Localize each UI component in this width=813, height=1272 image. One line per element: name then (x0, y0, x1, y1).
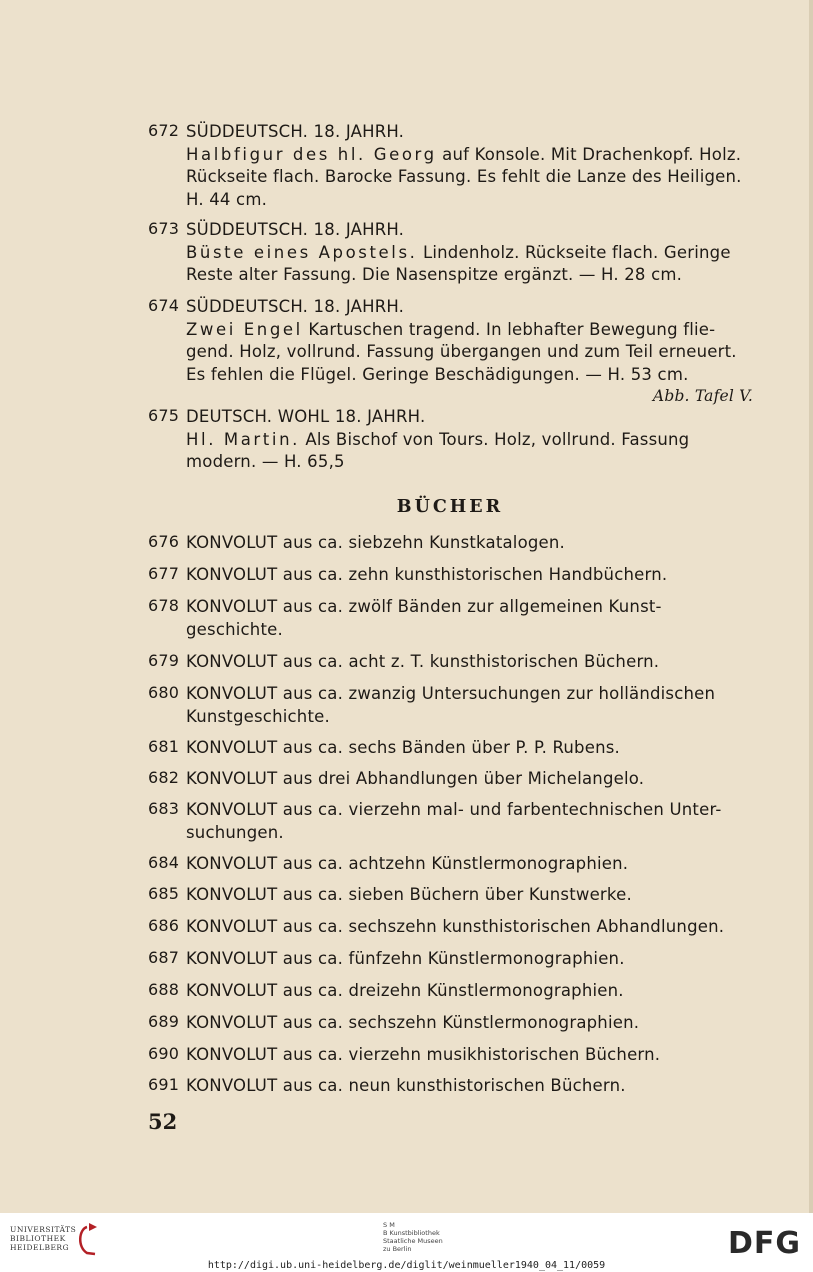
entry-number: 675 (148, 406, 180, 425)
entry-description: Zwei Engel Kartuschen tragend. In lebhafter Bewegung flie- (186, 319, 716, 339)
book-entry (148, 1044, 753, 1067)
entry-text: KONVOLUT aus ca. dreizehn Künstlermonographien. (186, 981, 624, 1000)
entry-heading: DEUTSCH. WOHL 18. JAHRH. (186, 407, 426, 426)
entry-heading: SÜDDEUTSCH. 18. JAHRH. (186, 122, 405, 141)
book-entry (148, 737, 753, 760)
entry-number: 673 (148, 219, 180, 238)
entry-number: 672 (148, 121, 180, 140)
book-entry (148, 948, 753, 971)
catalog-entry-673 (148, 219, 753, 287)
book-entry (148, 683, 753, 728)
book-entry (148, 980, 753, 1003)
entry-number: 685 (148, 884, 180, 903)
entry-description: Halbfigur des hl. Georg auf Konsole. Mit Drachenkopf. Holz. (186, 144, 742, 164)
catalog-entry-672 (148, 121, 753, 211)
entry-text: KONVOLUT aus ca. sieben Büchern über Kunstwerke. (186, 885, 632, 904)
smb-kunstbibliothek-logo: S M B Kunstbibliothek Staatliche Museen zu Berlin (383, 1221, 443, 1253)
entry-text: KONVOLUT aus ca. sechszehn kunsthistorischen Abhandlungen. (186, 917, 725, 936)
entry-number: 679 (148, 651, 180, 670)
entry-text: KONVOLUT aus ca. vierzehn musikhistorischen Büchern. (186, 1045, 661, 1064)
book-entry (148, 884, 753, 907)
entry-line: gend. Holz, vollrund. Fassung übergangen und zum Teil erneuert. (186, 342, 737, 361)
book-entry (148, 1012, 753, 1035)
entry-line: modern. — H. 65,5 (186, 452, 345, 471)
book-entry (148, 799, 753, 844)
entry-line: Rückseite flach. Barocke Fassung. Es fehlt die Lanze des Heiligen. (186, 167, 742, 186)
book-entry (148, 768, 753, 791)
entry-number: 691 (148, 1075, 180, 1094)
catalog-entry-674 (148, 296, 753, 407)
entry-text: KONVOLUT aus ca. zwanzig Untersuchungen zur holländischen (186, 684, 716, 703)
entry-number: 686 (148, 916, 180, 935)
entry-text: KONVOLUT aus ca. siebzehn Kunstkatalogen. (186, 533, 566, 552)
entry-number: 687 (148, 948, 180, 967)
entry-text-continued: Kunstgeschichte. (186, 706, 330, 726)
entry-text: KONVOLUT aus ca. neun kunsthistorischen Büchern. (186, 1076, 626, 1095)
entry-text: KONVOLUT aus ca. acht z. T. kunsthistorischen Büchern. (186, 652, 660, 671)
entry-line: H. 44 cm. (186, 189, 268, 209)
entry-text: KONVOLUT aus ca. zwölf Bänden zur allgemeinen Kunst- (186, 597, 662, 616)
entry-number: 689 (148, 1012, 180, 1031)
entry-description: Büste eines Apostels. Lindenholz. Rückseite flach. Geringe (186, 242, 731, 262)
entry-number: 688 (148, 980, 180, 999)
heidelberg-library-logo: UNIVERSITÄTS BIBLIOTHEK HEIDELBERG (10, 1225, 77, 1252)
entry-heading: SÜDDEUTSCH. 18. JAHRH. (186, 220, 405, 239)
entry-text: KONVOLUT aus ca. sechszehn Künstlermonographien. (186, 1013, 640, 1032)
entry-number: 680 (148, 683, 180, 702)
page-number: 52 (148, 1109, 178, 1134)
plate-reference: Abb. Tafel V. (652, 387, 753, 405)
entry-title: Hl. Martin. (186, 429, 300, 449)
entry-number: 684 (148, 853, 180, 872)
entry-title: Zwei Engel (186, 319, 303, 339)
book-entry (148, 916, 753, 939)
entry-number: 677 (148, 564, 180, 583)
entry-title: Halbfigur des hl. Georg (186, 144, 437, 164)
entry-number: 674 (148, 296, 180, 315)
book-entry (148, 651, 753, 674)
entry-line: Es fehlen die Flügel. Geringe Beschädigungen. — H. 53 cm. (186, 364, 689, 384)
entry-number: 681 (148, 737, 180, 756)
entry-number: 683 (148, 799, 180, 818)
entry-text-continued: geschichte. (186, 619, 283, 639)
book-entry (148, 532, 753, 555)
library-emblem-icon (75, 1221, 99, 1257)
entry-number: 678 (148, 596, 180, 615)
entry-heading: SÜDDEUTSCH. 18. JAHRH. (186, 297, 405, 316)
section-title: BÜCHER (396, 497, 504, 517)
catalog-entry-675 (148, 406, 753, 474)
book-entry (148, 853, 753, 876)
entry-number: 690 (148, 1044, 180, 1063)
entry-line: Reste alter Fassung. Die Nasenspitze ergänzt. — H. 28 cm. (186, 265, 683, 284)
book-entry (148, 596, 753, 641)
permalink-url[interactable]: http://digi.ub.uni-heidelberg.de/diglit/weinmueller1940_04_11/0059 (207, 1260, 606, 1271)
dfg-logo: DFG (727, 1226, 801, 1261)
entry-number: 682 (148, 768, 180, 787)
entry-number: 676 (148, 532, 180, 551)
entry-text: KONVOLUT aus ca. vierzehn mal- und farbentechnischen Unter- (186, 800, 722, 819)
entry-text: KONVOLUT aus drei Abhandlungen über Michelangelo. (186, 769, 645, 788)
entry-text: KONVOLUT aus ca. sechs Bänden über P. P. Rubens. (186, 738, 620, 757)
entry-title: Büste eines Apostels. (186, 242, 418, 262)
book-entry (148, 564, 753, 587)
entry-description: Hl. Martin. Als Bischof von Tours. Holz, vollrund. Fassung (186, 429, 690, 449)
entry-text: KONVOLUT aus ca. fünfzehn Künstlermonographien. (186, 949, 625, 968)
entry-text-continued: suchungen. (186, 822, 284, 842)
digitization-footer (0, 1213, 813, 1272)
book-entry (148, 1075, 753, 1098)
entry-text: KONVOLUT aus ca. achtzehn Künstlermonographien. (186, 854, 629, 873)
entry-text: KONVOLUT aus ca. zehn kunsthistorischen Handbüchern. (186, 565, 668, 584)
